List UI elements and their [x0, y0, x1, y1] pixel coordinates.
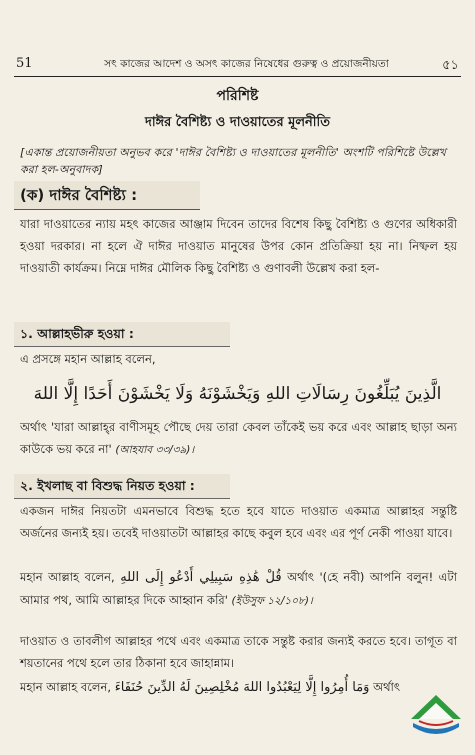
item2-para2 [20, 566, 457, 612]
item2-para4 [20, 676, 405, 699]
item2-p2-reference: (ইউসুফ ১২/১০৮)। [231, 595, 313, 607]
item2-p4-lead: মহান আল্লাহ বলেন, [20, 680, 112, 694]
item2-para3: দাওয়াত ও তাবলীগ আল্লাহর পথে এবং একমাত্র তাকে সন্তুষ্ট করার জন্যই করতে হবে। তাগূত বা শয়তানের পথে হলে তার ঠিকানা হবে জাহান্নাম। [20, 634, 457, 670]
item2-p4-tail: অর্থাৎ [373, 680, 400, 694]
item1-translation [20, 416, 457, 461]
item2-para1: একজন দাঈর নিয়তটা এমনভাবে বিশুদ্ধ হতে হবে যাতে দাওয়াত একমাত্র আল্লাহর সন্তুষ্টি অর্জনের জন্যই হয়। তবেই দাওয়াতটা আল্লাহর কাছে কবুল হবে এবং এর পূর্ণ নেকী পাওয়া যাবে। [20, 504, 457, 540]
page-header [14, 52, 461, 77]
heading-section-k: (ক) দাঈর বৈশিষ্ট্য : [14, 181, 200, 210]
appendix-title: পরিশিষ্ট [216, 88, 259, 104]
item2-p4-arabic: وَمَا أُمِرُوا إِلَّا لِيَعْبُدُوا اللهَ مُخْلِصِينَ لَهُ الدِّينَ حُنَفَاءَ [114, 680, 370, 695]
running-title: সৎ কাজের আদেশ ও অসৎ কাজের নিষেধের গুরুত্ব ও প্রয়োজনীয়তা [104, 58, 389, 70]
item1-arabic-verse: الَّذِينَ يُبَلِّغُونَ رِسَالَاتِ اللهِ وَيَخْشَوْنَهُ وَلَا يَخْشَوْنَ أَحَدًا إِلَّا اللهَ [33, 384, 442, 404]
item1-translation-text: অর্থাৎ 'যারা আল্লাহ্‌র বাণীসমূহ পৌছে দেয় তারা কেবল তাঁকেই ভয় করে এবং আল্লাহ ছাড়া অন্য কাউকে ভয় করে না' [20, 420, 457, 456]
page-number-bengali: ৫১ [442, 58, 459, 73]
item2-p2-arabic: قُلْ هَٰذِهِ سَبِيلِي أَدْعُو إِلَى اللهِ [120, 570, 282, 585]
section-title: দাঈর বৈশিষ্ট্য ও দাওয়াতের মূলনীতি [145, 115, 330, 130]
item1-lead: এ প্রসঙ্গে মহান আল্লাহ বলেন, [20, 352, 156, 366]
heading-item-1: ১. আল্লাহভীরু হওয়া : [14, 322, 230, 347]
section-k-intro: যারা দাওয়াতের ন্যায় মহৎ কাজের আঞ্জাম দিবেন তাদের বিশেষ কিছু বৈশিষ্ট্য ও গুণের অধিকারী হওয়া দরকার। না হলে ঐ দাঈর দাওয়াত মানুষের উপর কোন প্রতিক্রিয়া হয় না। নিষ্ফল হয় দাওয়াতী কার্যক্রম। নিম্নে দাঈর মৌলিক কিছু বৈশিষ্ট্য ও গুণাবলী উল্লেখ করা হল- [20, 217, 457, 275]
heading-item-2: ২. ইখলাছ বা বিশুদ্ধ নিয়ত হওয়া : [14, 474, 230, 499]
item1-reference: (আহযাব ৩৩/৩৯)। [115, 444, 195, 456]
item2-p2-lead: মহান আল্লাহ বলেন, [20, 570, 115, 584]
publisher-logo-icon [405, 691, 467, 743]
page-number-latin: 51 [16, 56, 33, 71]
item2-p2-text: অর্থাৎ '(হে নবী) আপনি বলুন! এটা আমার পথ, আমি আল্লাহর দিকে আহ্বান করি' [20, 570, 458, 607]
translator-note: [একান্ত প্রয়োজনীয়তা অনুভব করে 'দাঈর বৈশিষ্ট্য ও দাওয়াতের মূলনীতি' অংশটি পরিশিষ্টে উল্লেখ করা হল-অনুবাদক] [20, 146, 446, 176]
